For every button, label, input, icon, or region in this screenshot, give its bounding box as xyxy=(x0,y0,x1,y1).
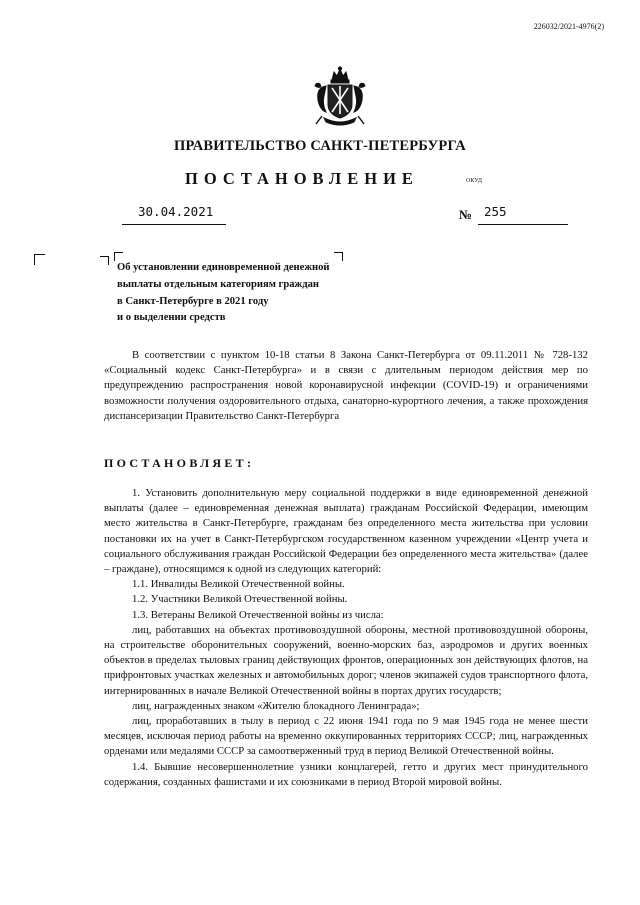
paragraph-1-1: 1.1. Инвалиды Великой Отечественной войны. xyxy=(132,578,345,591)
saint-petersburg-coat-of-arms-icon xyxy=(312,66,368,128)
number-underline xyxy=(478,224,568,225)
resolution-body xyxy=(104,486,588,790)
date-underline xyxy=(122,224,226,225)
paragraph-1-4: 1.4. Бывшие несовершеннолетние узники концлагерей, гетто и других мест принудительного содержания, созданных фашистами и их союзниками в период Второй мировой войны. xyxy=(104,760,588,788)
subject-line: выплаты отдельным категориям граждан xyxy=(117,278,319,290)
document-date: 30.04.2021 xyxy=(138,204,214,219)
paragraph-1-3: 1.3. Ветераны Великой Отечественной войны из числа: xyxy=(132,608,384,621)
government-title: ПРАВИТЕЛЬСТВО САНКТ-ПЕТЕРБУРГА xyxy=(174,138,466,154)
paragraph-1-3-c: лиц, проработавших в тылу в период с 22 июня 1941 года по 9 мая 1945 года не менее шести месяцев, исключая период работы на временно оккупированных территориях СССР; лиц, награжденных орденами или медалями СССР за самоотверженный труд в период Великой Отечественной войны. xyxy=(104,715,588,758)
number-label: № xyxy=(459,207,473,222)
subject-line: и о выделении средств xyxy=(117,312,226,324)
paragraph-1-3-a: лиц, работавших на объектах противовоздушной обороны, местной противовоздушной обороны, на строительстве оборонительных сооружений, военно-морских баз, аэродромов и других военных объектов в пределах тыловых границ действующих фронтов, операционных зон действующих флотов, на прифронтовых участках железных и автомобильных дорог; членов экипажей судов транспортного флота, интернированных в начале Великой Отечественной войны в портах других государств; xyxy=(104,623,588,697)
paragraph-1-3-b: лиц, награжденных знаком «Жителю блокадного Ленинграда»; xyxy=(132,699,420,712)
document-subject xyxy=(117,260,330,327)
paragraph-1: 1. Установить дополнительную меру социальной поддержки в виде единовременной денежной выплаты (далее – единовременная денежная выплата) гражданам Российской Федерации, имеющим место жительства в Санкт-Петербурге, гражданам без определенного места жительства при условии постановки их на учет в Санкт-Петербургском государственном казенном учреждении «Центр учета и социального обслуживания граждан Российской Федерации без определенного места жительства» (далее – граждане), относящимся к одной из следующих категорий: xyxy=(104,487,588,576)
subject-line: в Санкт-Петербурге в 2021 году xyxy=(117,295,269,307)
document-type: ПОСТАНОВЛЕНИЕ xyxy=(185,169,419,188)
okud-label: ОКУД xyxy=(466,178,482,184)
preamble-text: В соответствии с пунктом 10-18 статьи 8 Закона Санкт-Петербурга от 09.11.2011 № 728-132 «Социальный кодекс Санкт-Петербурга» и в связи с длительным периодом действия мер по предупреждению распространения новой коронавирусной инфекции (COVID-19) и ограничениями возможности получения оздоровительного отдыха, санаторно-курортного лечения, а также прохождения диспансеризации Правительство Санкт-Петербурга xyxy=(104,349,588,422)
document-number: 226032/2021-4976(2) xyxy=(533,22,604,31)
resolves-heading: ПОСТАНОВЛЯЕТ: xyxy=(104,456,255,470)
preamble xyxy=(104,348,588,424)
document-number-value: 255 xyxy=(484,204,507,219)
corner-mark-left xyxy=(34,254,45,265)
corner-mark-subject-left xyxy=(100,256,109,265)
subject-line: Об установлении единовременной денежной xyxy=(117,262,330,273)
corner-mark-subject-right xyxy=(334,252,343,261)
paragraph-1-2: 1.2. Участники Великой Отечественной войны. xyxy=(132,593,348,606)
